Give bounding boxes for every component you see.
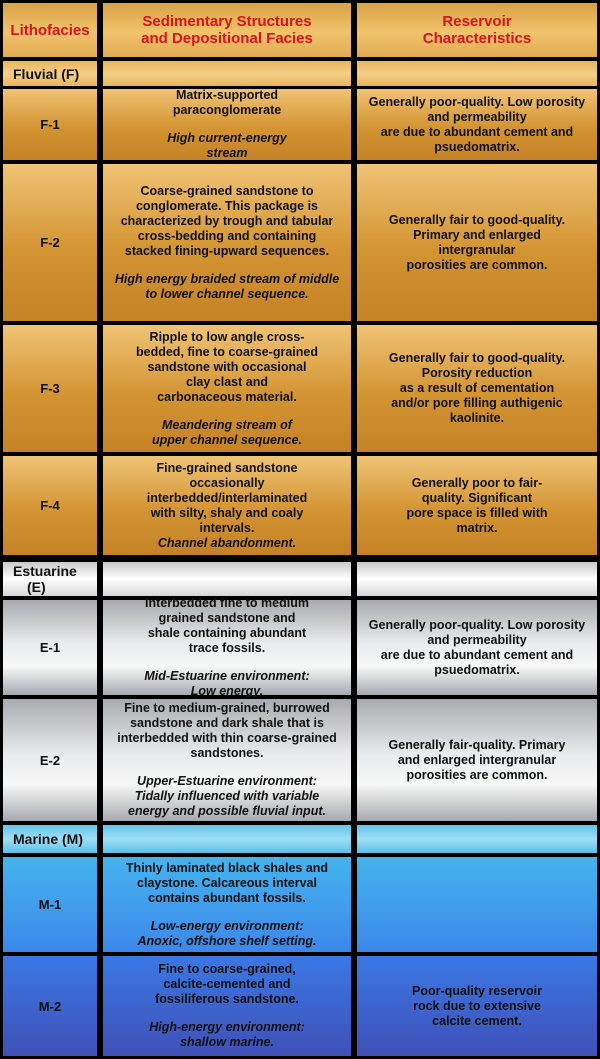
structure-text-line: with silty, shaly and coaly bbox=[150, 505, 304, 520]
reservoir-text-line: pore space is filled with bbox=[406, 505, 548, 520]
facies-id-label: F-4 bbox=[40, 498, 60, 513]
facies-id-E2 bbox=[2, 698, 98, 822]
depositional-facies-line: Low energy. bbox=[190, 684, 264, 698]
facies-id-label: M-1 bbox=[38, 897, 62, 912]
header-structures bbox=[102, 2, 352, 58]
facies-id-label: F-1 bbox=[40, 117, 60, 132]
depositional-facies-line: upper channel sequence. bbox=[151, 432, 303, 447]
header-structures-line2: and Depositional Facies bbox=[141, 30, 313, 47]
reservoir-text-line: quality. Significant bbox=[421, 490, 533, 505]
reservoir-text-line: psuedomatrix. bbox=[434, 139, 520, 154]
facies-reservoir-E2 bbox=[356, 698, 598, 822]
facies-structures-F4 bbox=[102, 455, 352, 556]
group-fluvial-spacer bbox=[356, 60, 598, 87]
reservoir-text-line: porosities are common. bbox=[406, 767, 548, 782]
structure-text-line: contains abundant fossils. bbox=[148, 890, 306, 905]
group-estuarine-spacer bbox=[102, 561, 352, 597]
reservoir-text-line: and permeability bbox=[427, 632, 527, 647]
facies-id-label: F-2 bbox=[40, 235, 60, 250]
facies-reservoir-E1 bbox=[356, 599, 598, 696]
facies-reservoir-F1 bbox=[356, 88, 598, 161]
facies-id-label: M-2 bbox=[38, 998, 62, 1014]
structure-text-line: Ripple to low angle cross- bbox=[149, 329, 305, 344]
facies-id-label: E-1 bbox=[39, 640, 61, 655]
group-marine-spacer bbox=[102, 824, 352, 854]
group-estuarine-line1: Estuarine bbox=[13, 563, 77, 579]
reservoir-text-line: Generally poor-quality. Low porosity bbox=[368, 94, 586, 109]
structure-text-line: clay clast and bbox=[186, 374, 268, 389]
depositional-facies-line: Meandering stream of bbox=[162, 417, 292, 432]
depositional-facies-line: to lower channel sequence. bbox=[145, 286, 309, 301]
facies-reservoir-F4 bbox=[356, 455, 598, 556]
depositional-facies-line: Tidally influenced with variable bbox=[134, 789, 320, 803]
header-reservoir-line2: Characteristics bbox=[422, 30, 532, 47]
structure-text-line: Fine to medium-grained, burrowed bbox=[124, 701, 330, 715]
structure-text-line: characterized by trough and tabular bbox=[120, 213, 334, 228]
facies-reservoir-M2 bbox=[356, 955, 598, 1057]
structure-text-line: Coarse-grained sandstone to bbox=[140, 183, 314, 198]
facies-id-F3 bbox=[2, 324, 98, 453]
structure-text-line: cross-bedding and containing bbox=[137, 228, 317, 243]
facies-structures-E1 bbox=[102, 596, 352, 698]
facies-reservoir-F2 bbox=[356, 163, 598, 322]
depositional-facies-line: High energy braided stream of middle bbox=[114, 271, 340, 286]
structure-text-line: conglomerate. This package is bbox=[135, 198, 318, 213]
facies-id-M2 bbox=[2, 955, 98, 1057]
group-fluvial-label: Fluvial (F) bbox=[13, 65, 80, 82]
reservoir-text-line: rock due to extensive bbox=[413, 998, 541, 1013]
facies-structures-F2 bbox=[102, 163, 352, 322]
facies-id-F2 bbox=[2, 163, 98, 322]
facies-id-E1 bbox=[2, 599, 98, 696]
depositional-facies-line: High-energy environment: bbox=[149, 1020, 305, 1034]
facies-structures-F1 bbox=[102, 88, 352, 161]
facies-reservoir-M1 bbox=[356, 856, 598, 953]
reservoir-text-line: and permeability bbox=[427, 109, 527, 124]
facies-structures-F3 bbox=[102, 324, 352, 453]
group-fluvial bbox=[2, 60, 98, 87]
facies-id-F4 bbox=[2, 455, 98, 556]
reservoir-text-line: Generally fair to good-quality. bbox=[388, 212, 566, 227]
reservoir-text-line: intergranular bbox=[438, 242, 516, 257]
structure-text-line: interbedded/interlaminated bbox=[146, 490, 308, 505]
header-structures-line1: Sedimentary Structures bbox=[142, 13, 312, 30]
group-marine-spacer bbox=[356, 824, 598, 854]
group-marine-label: Marine (M) bbox=[13, 831, 83, 847]
reservoir-text-line: as a result of cementation bbox=[399, 381, 555, 395]
facies-reservoir-F3 bbox=[356, 324, 598, 453]
structure-text-line: sandstones. bbox=[190, 746, 264, 760]
reservoir-text-line: Generally fair-quality. Primary bbox=[388, 737, 566, 752]
facies-id-M1 bbox=[2, 856, 98, 953]
structure-text-line: calcite-cemented and bbox=[163, 977, 291, 991]
structure-text-line: Fine-grained sandstone bbox=[156, 460, 298, 475]
reservoir-text-line: kaolinite. bbox=[449, 411, 505, 425]
group-marine bbox=[2, 824, 98, 854]
header-lithofacies bbox=[2, 2, 98, 58]
depositional-facies-line: Mid-Estuarine environment: bbox=[144, 669, 310, 683]
depositional-facies-line: Upper-Estuarine environment: bbox=[137, 774, 317, 788]
reservoir-text-line: are due to abundant cement and bbox=[380, 647, 574, 662]
facies-structures-M2 bbox=[102, 955, 352, 1057]
structure-text-line: Matrix-supported bbox=[175, 88, 279, 102]
depositional-facies-line: Low-energy environment: bbox=[150, 918, 304, 933]
structure-text-line: sandstone and dark shale that is bbox=[130, 716, 324, 730]
depositional-facies-line: energy and possible fluvial input. bbox=[128, 804, 326, 818]
reservoir-text-line: and enlarged intergranular bbox=[397, 752, 557, 767]
structure-text-line: shale containing abundant bbox=[147, 626, 307, 640]
group-estuarine-line2: (E) bbox=[27, 579, 46, 595]
structure-text-line: fossiliferous sandstone. bbox=[155, 992, 299, 1006]
depositional-facies-line: High current-energy bbox=[167, 131, 287, 145]
reservoir-text-line: Porosity reduction bbox=[421, 366, 533, 380]
header-reservoir bbox=[356, 2, 598, 58]
reservoir-text-line: porosities are common. bbox=[406, 257, 548, 272]
structure-text-line: bedded, fine to coarse-grained bbox=[136, 344, 318, 359]
structure-text-line: claystone. Calcareous interval bbox=[137, 875, 317, 890]
reservoir-text-line: and/or pore filling authigenic bbox=[391, 396, 563, 410]
structure-text-line: Fine to coarse-grained, bbox=[158, 962, 296, 976]
reservoir-text-line: Poor-quality reservoir bbox=[412, 983, 542, 998]
structure-text-line: carbonaceous material. bbox=[157, 389, 297, 404]
structure-text-line: stacked fining-upward sequences. bbox=[124, 243, 330, 258]
facies-id-label: E-2 bbox=[39, 752, 61, 768]
facies-id-label: F-3 bbox=[40, 381, 60, 396]
structure-text-line: sandstone with occasional bbox=[147, 359, 307, 374]
facies-id-F1 bbox=[2, 88, 98, 161]
depositional-facies-line: Channel abandonment. bbox=[157, 535, 297, 550]
header-reservoir-line1: Reservoir bbox=[442, 13, 512, 30]
depositional-facies-line: Anoxic, offshore shelf setting. bbox=[137, 933, 317, 948]
structure-text-line: intervals. bbox=[199, 520, 255, 535]
reservoir-text-line: Generally poor to fair- bbox=[411, 475, 543, 490]
structure-text-line: paraconglomerate bbox=[172, 103, 282, 117]
structure-text-line: occasionally bbox=[189, 475, 265, 490]
structure-text-line: interbedded with thin coarse-grained bbox=[117, 731, 337, 745]
header-lithofacies-label: Lithofacies bbox=[10, 21, 90, 39]
reservoir-text-line: psuedomatrix. bbox=[434, 662, 520, 677]
group-estuarine-spacer bbox=[356, 561, 598, 597]
depositional-facies-line: stream bbox=[206, 146, 248, 160]
reservoir-text-line: Generally poor-quality. Low porosity bbox=[368, 617, 586, 632]
reservoir-text-line: Primary and enlarged bbox=[413, 227, 541, 242]
facies-structures-E2 bbox=[102, 698, 352, 822]
structure-text-line: grained sandstone and bbox=[158, 611, 296, 625]
reservoir-text-line: are due to abundant cement and bbox=[380, 124, 574, 139]
reservoir-text-line: Generally fair to good-quality. bbox=[388, 351, 566, 365]
structure-text-line: trace fossils. bbox=[188, 641, 266, 655]
reservoir-text-line: calcite cement. bbox=[432, 1013, 522, 1028]
facies-structures-M1 bbox=[102, 856, 352, 953]
reservoir-text-line: matrix. bbox=[456, 520, 498, 535]
structure-text-line: Thinly laminated black shales and bbox=[125, 860, 329, 875]
group-fluvial-spacer bbox=[102, 60, 352, 87]
group-estuarine bbox=[2, 561, 98, 597]
structure-text-line: Interbedded fine to medium bbox=[145, 596, 309, 610]
depositional-facies-line: shallow marine. bbox=[180, 1035, 274, 1049]
